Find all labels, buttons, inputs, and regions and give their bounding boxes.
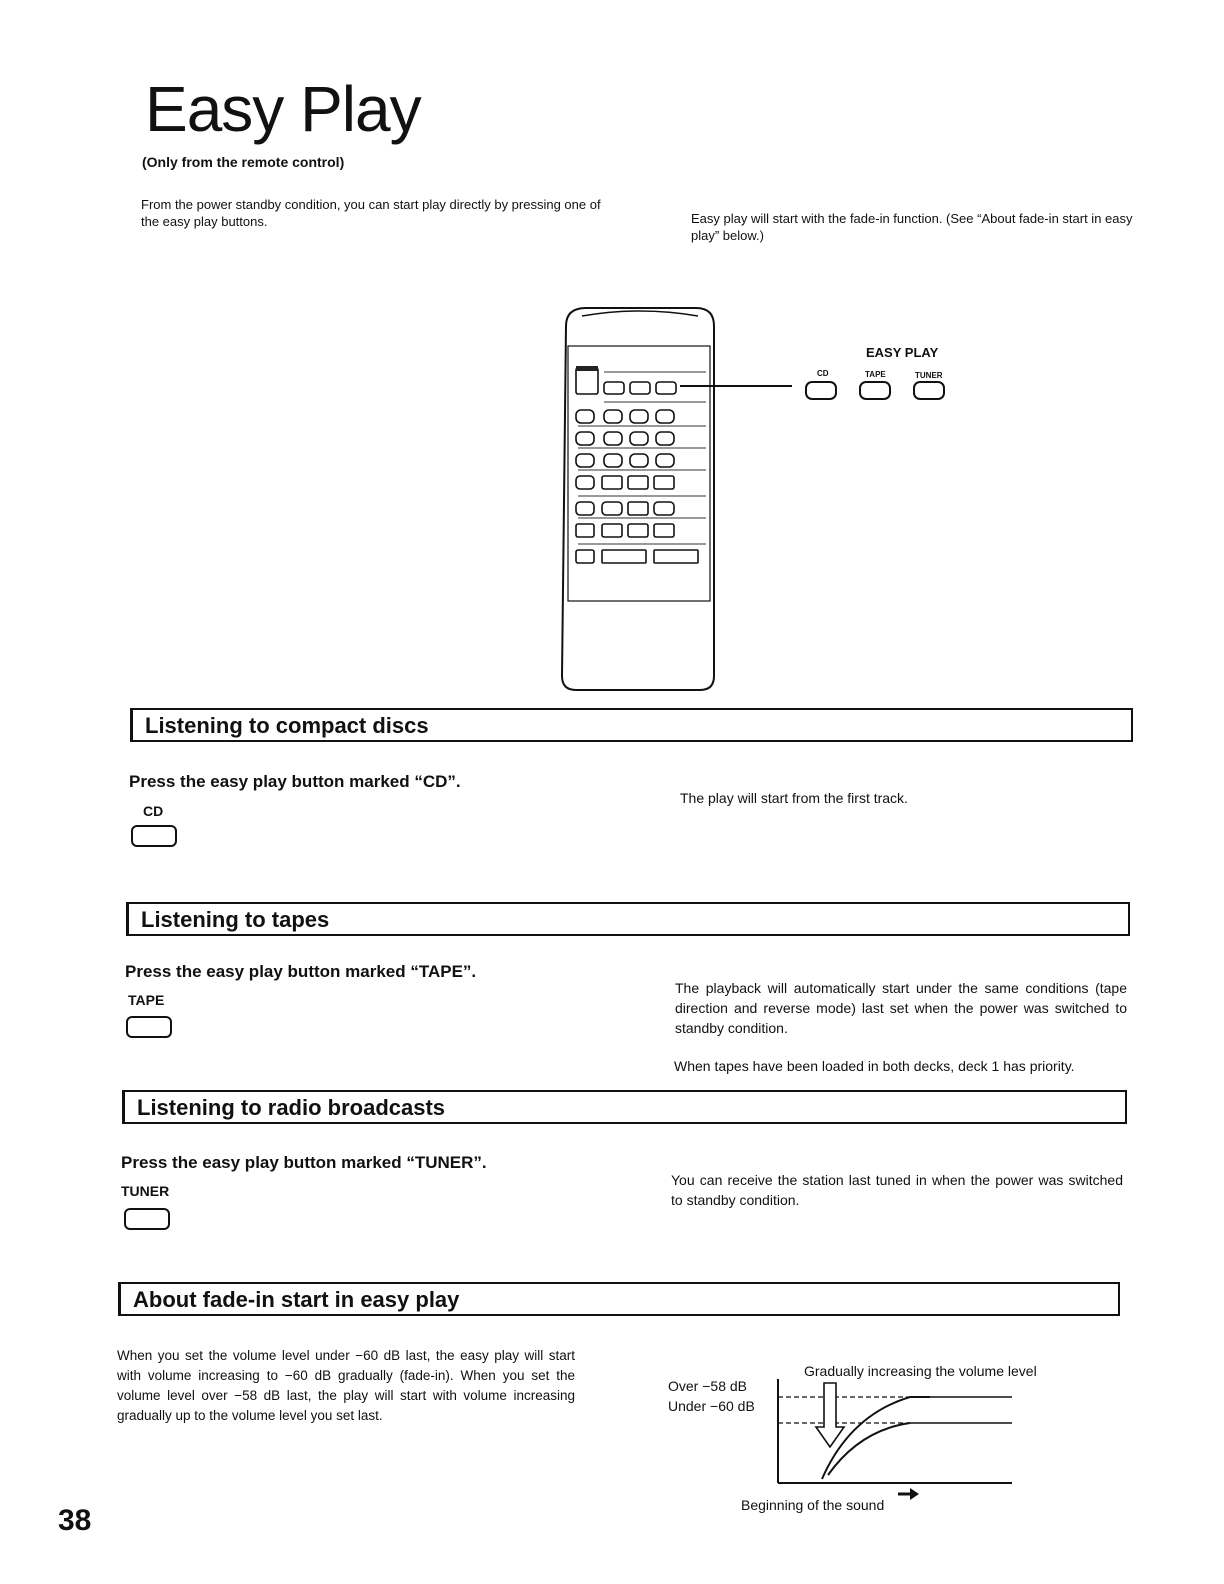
graph-caption: Gradually increasing the volume level xyxy=(804,1363,1037,1379)
tuner-description: You can receive the station last tuned in when the power was switched to standby condition. xyxy=(671,1172,1123,1208)
fade-in-graph-drawing xyxy=(770,1375,1020,1490)
graph-x-caption: Beginning of the sound xyxy=(741,1497,885,1513)
cd-button-label: CD xyxy=(143,803,164,819)
tape-instruction: Press the easy play button marked “TAPE”. xyxy=(125,962,477,981)
tape-description-priority: When tapes have been loaded in both decks, deck 1 has priority. xyxy=(674,1058,1075,1074)
fade-in-description: When you set the volume level under −60 dB last, the easy play will start with volume increasing to −60 dB gradually (fade-in). When you set the volume level over −58 dB last, the play will start with volume increasing gradually up to the volume level you set last. xyxy=(117,1348,575,1423)
tape-description: The playback will automatically start under the same conditions (tape direction and reverse mode) last set when the power was switched to standby condition. xyxy=(675,980,1127,1036)
cd-easy-play-button xyxy=(131,825,177,847)
cd-description: The play will start from the first track. xyxy=(680,790,908,806)
section-header-cd xyxy=(130,708,1133,742)
section-title-cd: Listening to compact discs xyxy=(145,713,429,738)
section-title-fade-in: About fade-in start in easy play xyxy=(133,1287,460,1312)
tuner-button-label: TUNER xyxy=(121,1183,170,1199)
section-title-tapes: Listening to tapes xyxy=(141,907,330,932)
remote-control-drawing xyxy=(556,306,1016,696)
page-subtitle: (Only from the remote control) xyxy=(142,154,345,170)
page-number: 38 xyxy=(58,1504,92,1537)
cd-instruction: Press the easy play button marked “CD”. xyxy=(129,772,461,791)
page-title: Easy Play xyxy=(145,73,421,145)
remote-control-illustration xyxy=(556,306,1016,696)
intro-left-text: From the power standby condition, you can start play directly by pressing one of the easy play buttons. xyxy=(141,197,601,229)
arrow-right-icon-drawing xyxy=(898,1486,920,1502)
remote-tuner-label: TUNER xyxy=(915,371,943,380)
graph-level-over: Over −58 dB xyxy=(668,1378,747,1394)
intro-right-text: Easy play will start with the fade-in function. (See “About fade-in start in easy play” below.) xyxy=(691,211,1133,243)
fade-in-graph xyxy=(770,1375,1020,1490)
remote-tape-label: TAPE xyxy=(865,370,886,379)
remote-cd-label: CD xyxy=(817,369,829,378)
tape-easy-play-button xyxy=(126,1016,172,1038)
tuner-easy-play-button xyxy=(124,1208,170,1230)
section-header-tapes xyxy=(126,902,1130,936)
tape-button-label: TAPE xyxy=(128,992,165,1008)
arrow-right-icon xyxy=(898,1486,920,1507)
easy-play-label: EASY PLAY xyxy=(866,345,939,360)
graph-level-under: Under −60 dB xyxy=(668,1398,755,1414)
section-header-fade-in xyxy=(118,1282,1120,1316)
section-title-radio: Listening to radio broadcasts xyxy=(137,1095,446,1120)
tuner-instruction: Press the easy play button marked “TUNER”. xyxy=(121,1153,487,1172)
section-header-radio xyxy=(122,1090,1127,1124)
